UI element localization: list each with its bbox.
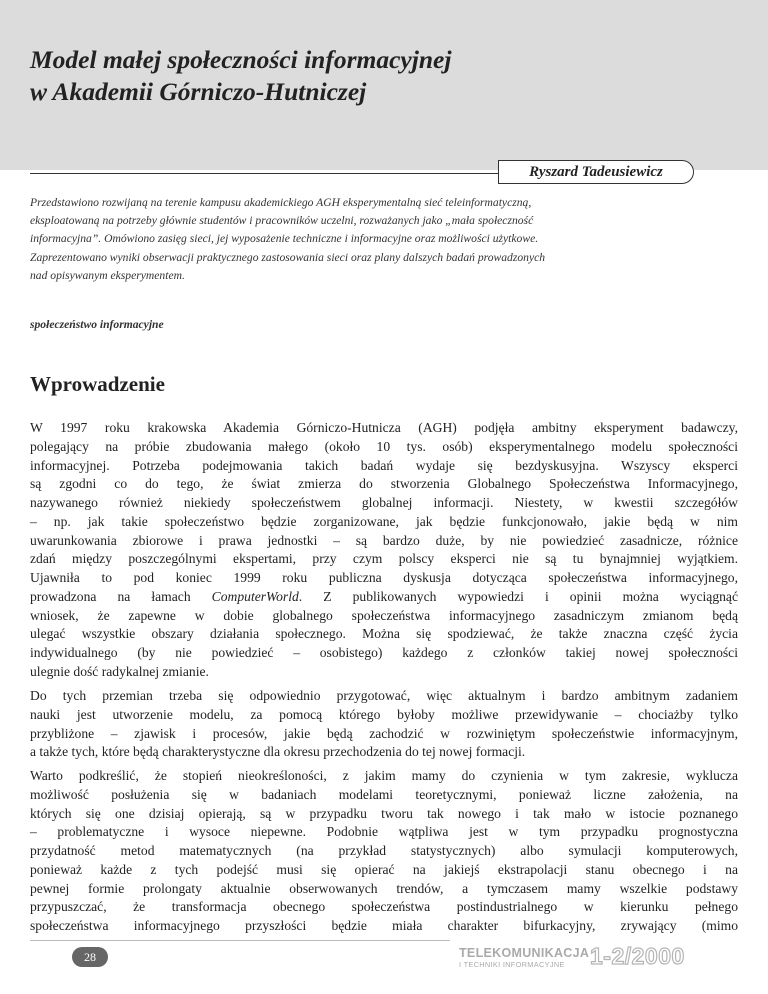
abstract-line: eksploatowaną na potrzeby głównie studentów i pracowników uczelni, rozważanych jako „mała społeczność <box>30 214 534 228</box>
journal-name-line1: TELEKOMUNIKACJA <box>459 946 590 960</box>
author-name: Ryszard Tadeusiewicz <box>498 160 694 184</box>
text-line: wniosek, że zapewne w dobie globalnego społeczeństwa informacyjnego zasadniczym zmianom będą <box>30 607 738 623</box>
text-line: przybliżone – zjawisk i procesów, jakie będą zachodzić w rozwiniętym społeczeństwie informacyjnym, <box>30 725 738 741</box>
paragraph-1 <box>30 419 738 682</box>
text-line: których się one dzisiaj opierają, są w przypadku tworu tak nowego i tak mało w istocie poznanego <box>30 805 738 821</box>
text-line: a także tych, które będą charakterystyczne dla okresu przechodzenia do tej nowej formacji. <box>30 744 526 760</box>
paragraph-3 <box>30 767 738 936</box>
text-line: Do tych przemian trzeba się odpowiednio przygotować, więc aktualnym i bardzo ambitnym zadaniem <box>30 688 738 703</box>
text-line: możliwość posłużenia się w badaniach modelami teoretycznymi, ponieważ liczne założenia, na <box>30 786 738 802</box>
text-line: indywidualnego (by nie powiedzieć – osobistego) każdego z członków takiej nowej społeczności <box>30 645 738 660</box>
text-line: – np. jak takie społeczeństwo będzie zorganizowane, jak będzie funkcjonowało, jakie będą w nim <box>30 513 738 529</box>
abstract-line: Przedstawiono rozwijaną na terenie kampusu akademickiego AGH eksperymentalną sieć teleinformatyczną, <box>30 196 532 209</box>
journal-name-line2: I TECHNIKI INFORMACYJNE <box>459 960 565 969</box>
page-number: 28 <box>72 947 108 967</box>
text-line: przydatność metod matematycznych (na przykład statystycznych) albo symulacji komputerowych, <box>30 843 738 858</box>
author-divider <box>30 173 498 174</box>
text-line: nazywanego również niekiedy społeczeństwem globalnej informacji. Niestety, w kwestii szczegółów <box>30 495 738 510</box>
text-line: – problematyczne i wysoce niepewne. Podobnie wątpliwa jest w tym przypadku prognostyczna <box>30 824 738 840</box>
text-line: przypuszczać, że transformacja obecnego społeczeństwa postindustrialnego w kierunku pełnego <box>30 899 738 915</box>
text-line: nauki jest utworzenie modelu, za pomocą którego byłoby możliwe przewidywanie – chociażby tylko <box>30 706 738 722</box>
issue-number: 1-2/2000 <box>590 943 685 969</box>
abstract <box>30 194 738 285</box>
paragraph-2 <box>30 687 738 762</box>
text-line: pewnej formie prolongaty aktualnie obserwowanych trendów, a tymczasem mamy wszelkie podstawy <box>30 880 738 896</box>
title-line: Model małej społeczności informacyjnej <box>30 45 452 74</box>
magazine-name: ComputerWorld <box>211 588 299 604</box>
text-line: informacyjnej. Potrzeba podejmowania takich badań wydaje się bezdyskusyjna. Wszyscy eksperci <box>30 457 738 473</box>
text-line: ulegnie dość radykalnej zmianie. <box>30 663 209 679</box>
text-line: prowadzona na łamach ComputerWorld. Z publikowanych wypowiedzi i opinii można wyciągnąć <box>30 588 738 604</box>
text-line: ponieważ każde z tych podejść musi się opierać na jakiejś ekstrapolacji stanu obecnego i na <box>30 861 738 877</box>
text-line: Ujawniła to pod koniec 1999 roku publiczna dyskusja dotycząca społeczeństwa informacyjnego, <box>30 570 738 585</box>
text-line: ulegać wszystkie obszary działania społecznego. Można się spodziewać, że także znaczna część życia <box>30 626 738 642</box>
text-line: uwarunkowania zbiorowe i prawa jednostki – są bardzo duże, by nie powiedzieć zasadnicze, różnice <box>30 532 738 548</box>
section-title: Wprowadzenie <box>30 372 165 396</box>
text-line: Warto podkreślić, że stopień nieokreśloności, z jakim mamy do czynienia w tym zakresie, wyklucza <box>30 768 738 783</box>
abstract-line: nad opisywanym eksperymentem. <box>30 268 185 282</box>
text-line: są zgodni co do tego, że świat zmierza do stworzenia Globalnego Społeczeństwa Informacyjnego, <box>30 476 738 492</box>
keywords: społeczeństwo informacyjne <box>30 318 164 331</box>
footer-divider <box>30 940 450 941</box>
abstract-line: informacyjna”. Omówiono zasięg sieci, jej wyposażenie techniczne i informacyjne oraz możliwości użytkowe. <box>30 232 539 246</box>
text-line: polegający na próbie zbudowania małego (około 10 tys. osób) eksperymentalnego modelu społeczności <box>30 438 738 454</box>
journal-name <box>459 946 590 970</box>
text-line: zdań między poszczególnymi ekspertami, przy czym polscy eksperci nie są tu bynajmniej wyjątkiem. <box>30 551 738 567</box>
title-line: w Akademii Górniczo-Hutniczej <box>30 77 367 106</box>
text-line: W 1997 roku krakowska Akademia Górniczo-Hutnicza (AGH) podjęła ambitny eksperyment badawczy, <box>30 420 738 435</box>
article-title <box>30 44 730 108</box>
abstract-line: Zaprezentowano wyniki obserwacji praktycznego zastosowania sieci oraz plany dalszych badań prowadzonych <box>30 250 546 264</box>
text-line: społeczeństwa informacyjnego przyszłości będzie miała charakter bifurkacyjny, zrywający (mimo <box>30 918 738 933</box>
